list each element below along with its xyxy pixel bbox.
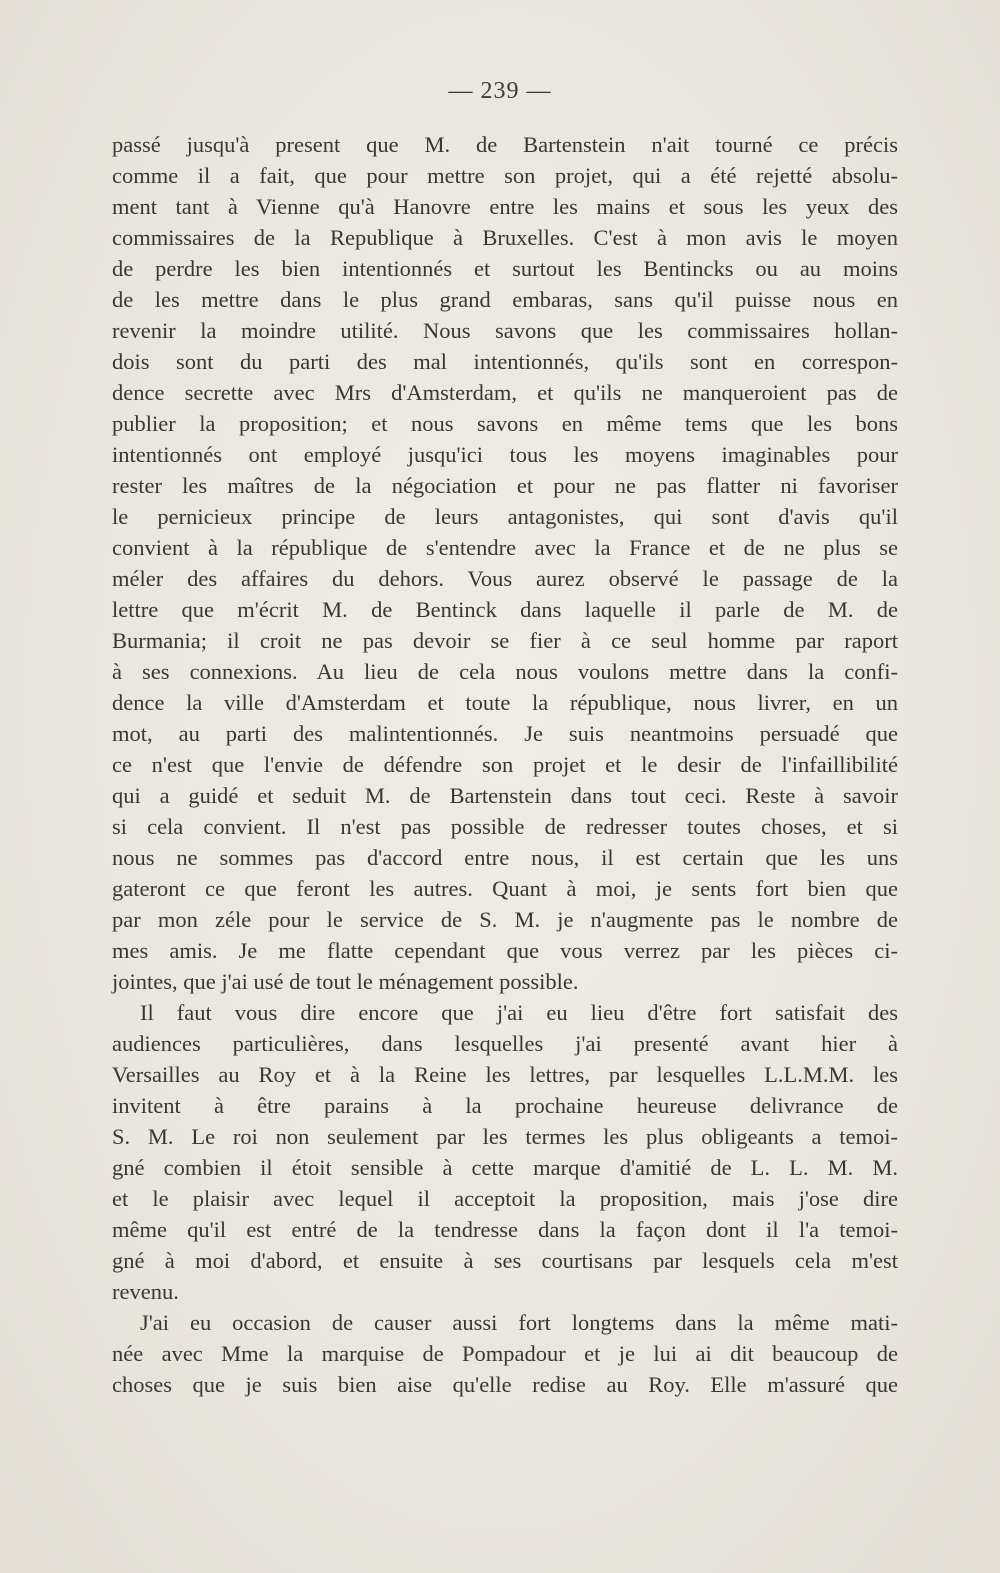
text-line: commissaires de la Republique à Bruxelles. C'est à mon avis le moyen bbox=[112, 225, 898, 250]
text-line: ment tant à Vienne qu'à Hanovre entre les mains et sous les yeux des bbox=[112, 194, 898, 219]
text-line: publier la proposition; et nous savons en même tems que les bons bbox=[112, 411, 898, 436]
text-line: dence la ville d'Amsterdam et toute la république, nous livrer, en un bbox=[112, 690, 898, 715]
text-line: J'ai eu occasion de causer aussi fort longtems dans la même mati- bbox=[140, 1310, 898, 1335]
text-line: nous ne sommes pas d'accord entre nous, il est certain que les uns bbox=[112, 845, 898, 870]
text-line: par mon zéle pour le service de S. M. je n'augmente pas le nombre de bbox=[112, 907, 898, 932]
text-line: et le plaisir avec lequel il acceptoit la proposition, mais j'ose dire bbox=[112, 1186, 898, 1211]
text-line: mot, au parti des malintentionnés. Je suis neantmoins persuadé que bbox=[112, 721, 898, 746]
text-line: de les mettre dans le plus grand embaras, sans qu'il puisse nous en bbox=[112, 287, 898, 312]
text-line: si cela convient. Il n'est pas possible de redresser toutes choses, et si bbox=[112, 814, 898, 839]
text-line: dence secrette avec Mrs d'Amsterdam, et qu'ils ne manqueroient pas de bbox=[112, 380, 898, 405]
page-number: — 239 — bbox=[448, 78, 552, 104]
text-line: passé jusqu'à present que M. de Bartenstein n'ait tourné ce précis bbox=[112, 132, 898, 157]
text-line: jointes, que j'ai usé de tout le ménagement possible. bbox=[112, 969, 579, 994]
text-line: lettre que m'écrit M. de Bentinck dans laquelle il parle de M. de bbox=[112, 597, 898, 622]
text-line: invitent à être parains à la prochaine heureuse delivrance de bbox=[112, 1093, 898, 1118]
paragraph bbox=[112, 997, 898, 1307]
body-text bbox=[112, 129, 898, 1400]
text-line: méler des affaires du dehors. Vous aurez observé le passage de la bbox=[112, 566, 898, 591]
text-line: même qu'il est entré de la tendresse dans la façon dont il l'a temoi- bbox=[112, 1217, 898, 1242]
text-line: qui a guidé et seduit M. de Bartenstein dans tout ceci. Reste à savoir bbox=[112, 783, 898, 808]
text-line: revenu. bbox=[112, 1279, 179, 1304]
text-line: gné à moi d'abord, et ensuite à ses courtisans par lesquels cela m'est bbox=[112, 1248, 898, 1273]
text-line: rester les maîtres de la négociation et pour ne pas flatter ni favoriser bbox=[112, 473, 898, 498]
text-line: intentionnés ont employé jusqu'ici tous les moyens imaginables pour bbox=[112, 442, 898, 467]
text-line: Il faut vous dire encore que j'ai eu lieu d'être fort satisfait des bbox=[140, 1000, 898, 1025]
text-line: gné combien il étoit sensible à cette marque d'amitié de L. L. M. M. bbox=[112, 1155, 898, 1180]
text-line: convient à la république de s'entendre avec la France et de ne plus se bbox=[112, 535, 898, 560]
text-line: ce n'est que l'envie de défendre son projet et le desir de l'infaillibilité bbox=[112, 752, 898, 777]
text-line: gateront ce que feront les autres. Quant à moi, je sents fort bien que bbox=[112, 876, 898, 901]
text-line: de perdre les bien intentionnés et surtout les Bentincks ou au moins bbox=[112, 256, 898, 281]
text-line: Versailles au Roy et à la Reine les lettres, par lesquelles L.L.M.M. les bbox=[112, 1062, 898, 1087]
paragraph bbox=[112, 129, 898, 997]
text-line: choses que je suis bien aise qu'elle redise au Roy. Elle m'assuré que bbox=[112, 1372, 898, 1397]
text-line: le pernicieux principe de leurs antagonistes, qui sont d'avis qu'il bbox=[112, 504, 898, 529]
text-line: Burmania; il croit ne pas devoir se fier à ce seul homme par raport bbox=[112, 628, 898, 653]
text-line: revenir la moindre utilité. Nous savons que les commissaires hollan- bbox=[112, 318, 898, 343]
text-line: mes amis. Je me flatte cependant que vous verrez par les pièces ci- bbox=[112, 938, 898, 963]
text-line: comme il a fait, que pour mettre son projet, qui a été rejetté absolu- bbox=[112, 163, 898, 188]
text-line: dois sont du parti des mal intentionnés, qu'ils sont en correspon- bbox=[112, 349, 898, 374]
text-line: née avec Mme la marquise de Pompadour et je lui ai dit beaucoup de bbox=[112, 1341, 898, 1366]
text-line: à ses connexions. Au lieu de cela nous voulons mettre dans la confi- bbox=[112, 659, 898, 684]
text-line: audiences particulières, dans lesquelles j'ai presenté avant hier à bbox=[112, 1031, 898, 1056]
paragraph bbox=[112, 1307, 898, 1400]
text-line: S. M. Le roi non seulement par les termes les plus obligeants a temoi- bbox=[112, 1124, 898, 1149]
